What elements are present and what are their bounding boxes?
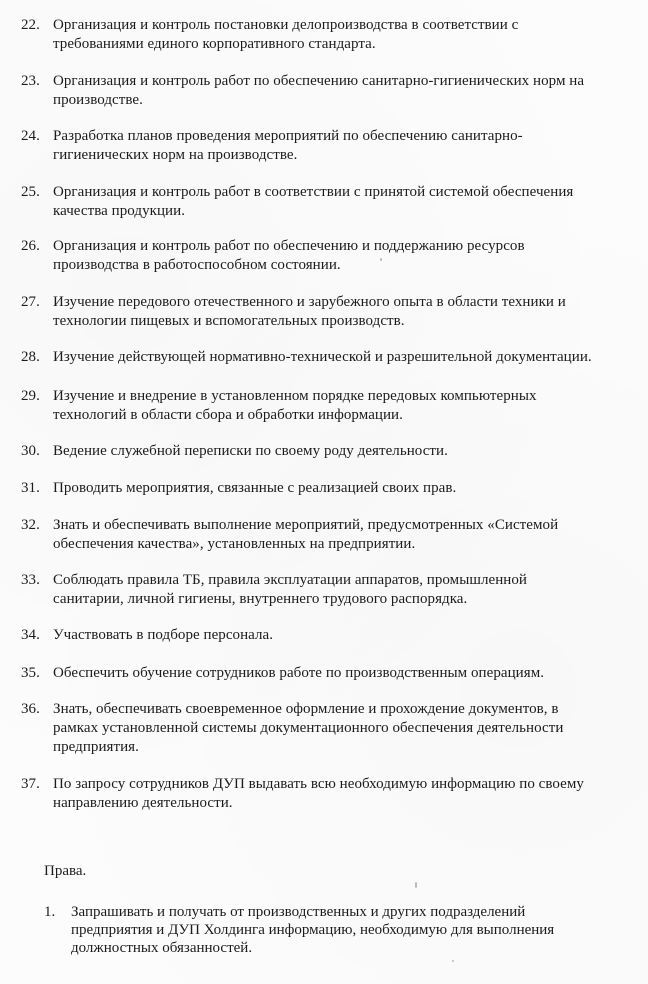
item-number: 32. <box>21 517 40 533</box>
item-text: Ведение служебной переписки по своему роду деятельности. <box>53 443 448 459</box>
item-text: Проводить мероприятия, связанные с реализацией своих прав. <box>53 480 457 496</box>
item-text: Организация и контроль работ по обеспечению санитарно-гигиенических норм на производстве. <box>53 73 585 108</box>
item-number: 33. <box>21 572 40 588</box>
item-text: Знать, обеспечивать своевременное оформление и прохождение документов, в рамках установленной системы документационного обеспечения деятельности предприятия. <box>53 701 564 755</box>
scan-speck <box>415 882 417 888</box>
item-text: Обеспечить обучение сотрудников работе по производственным операциям. <box>53 665 545 681</box>
item-number: 25. <box>21 184 40 200</box>
scan-speck <box>452 960 454 962</box>
item-text: Участвовать в подборе персонала. <box>53 627 274 643</box>
item-text: Знать и обеспечивать выполнение мероприятий, предусмотренных «Системой обеспечения качества», установленных на предприятии. <box>53 517 559 552</box>
item-number: 26. <box>21 238 40 254</box>
item-number: 23. <box>21 73 40 89</box>
item-number: 35. <box>21 665 40 681</box>
item-number: 1. <box>44 904 56 920</box>
item-number: 30. <box>21 443 40 459</box>
item-number: 31. <box>21 480 40 496</box>
item-text: Соблюдать правила ТБ, правила эксплуатации аппаратов, промышленной санитарии, личной гигиены, внутреннего трудового распорядка. <box>53 572 527 607</box>
item-number: 29. <box>21 388 40 404</box>
item-text: Изучение действующей нормативно-технической и разрешительной документации. <box>53 349 592 365</box>
item-number: 27. <box>21 294 40 310</box>
item-text: По запросу сотрудников ДУП выдавать всю необходимую информацию по своему направлению деятельности. <box>53 776 584 811</box>
item-text: Организация и контроль работ по обеспечению и поддержанию ресурсов производства в работоспособном состоянии. <box>53 238 525 273</box>
item-text: Изучение и внедрение в установленном порядке передовых компьютерных технологий в области сбора и обработки информации. <box>53 388 537 423</box>
item-text: Разработка планов проведения мероприятий по обеспечению санитарно- гигиенических норм на производстве. <box>53 128 523 163</box>
item-number: 36. <box>21 701 40 717</box>
item-text: Изучение передового отечественного и зарубежного опыта в области техники и технологии пищевых и вспомогательных производств. <box>53 294 566 329</box>
scan-speck <box>380 258 382 261</box>
item-text: Организация и контроль постановки делопроизводства в соответствии с требованиями единого корпоративного стандарта. <box>53 17 519 52</box>
rights-heading: Права. <box>44 863 87 879</box>
item-number: 22. <box>21 17 40 33</box>
item-text: Запрашивать и получать от производственных и других подразделений предприятия и ДУП Холдинга информацию, необходимую для выполнения должностных обязанностей. <box>71 904 555 956</box>
item-number: 34. <box>21 627 40 643</box>
item-number: 37. <box>21 776 40 792</box>
item-number: 28. <box>21 349 40 365</box>
item-number: 24. <box>21 128 40 144</box>
item-text: Организация и контроль работ в соответствии с принятой системой обеспечения качества продукции. <box>53 184 574 219</box>
